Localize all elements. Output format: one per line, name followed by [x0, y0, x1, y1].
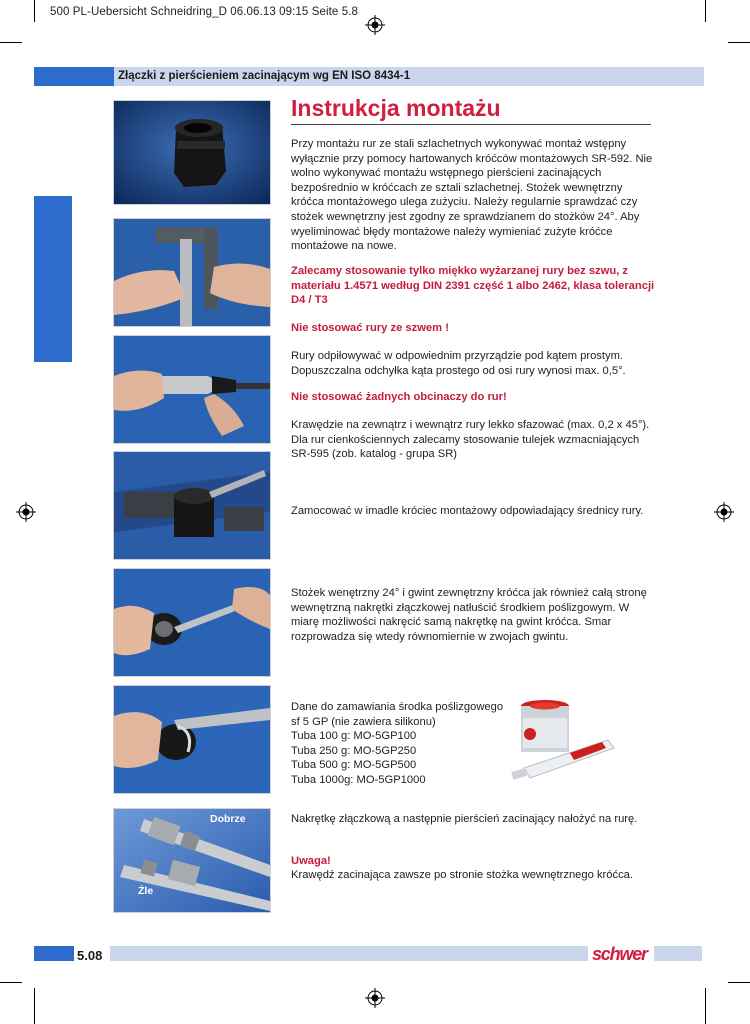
- warning-no-cutters: Nie stosować żadnych obcinaczy do rur!: [291, 391, 507, 403]
- crop-mark: [0, 982, 22, 983]
- order-data-line: Tuba 100 g: MO-5GP100: [291, 730, 417, 743]
- order-data-line: sf 5 GP (nie zawiera silikonu): [291, 715, 436, 728]
- paragraph-order-data: [291, 700, 521, 788]
- label-good: Dobrze: [210, 813, 246, 825]
- crop-mark: [728, 982, 750, 983]
- registration-mark-icon: [714, 502, 734, 522]
- registration-mark-icon: [365, 988, 385, 1008]
- label-bad: Źle: [138, 885, 154, 897]
- photo-test-fitting: [113, 100, 271, 205]
- order-data-line: Tuba 250 g: MO-5GP250: [291, 744, 417, 757]
- order-data-line: Tuba 500 g: MO-5GP500: [291, 759, 417, 772]
- footer-accent-tab: [34, 946, 74, 961]
- title-divider: [291, 124, 651, 125]
- paragraph-tube-recommendation: Zalecamy stosowanie tylko miękko wyżarzanej rury bez szwu, z materiału 1.4571 według DIN 2391 część 1 albo 2462, klasa tolerancji D4 / T3: [291, 265, 655, 307]
- paragraph-cutting-edge: Krawędź zacinająca zawsze po stronie stożka wewnętrznego króćca.: [291, 869, 634, 881]
- lubricant-product-image: [510, 698, 620, 788]
- print-slug: 500 PL-Uebersicht Schneidring_D 06.06.13 09:15 Seite 5.8: [50, 6, 358, 18]
- crop-mark: [705, 988, 706, 1024]
- warning-no-welded-tube: Nie stosować rury ze szwem !: [291, 322, 449, 334]
- order-data-line: Dane do zamawiania środka poślizgowego: [291, 701, 504, 713]
- warning-label: Uwaga!: [291, 855, 331, 867]
- photo-tube-check: [113, 218, 271, 327]
- paragraph-nut-and-ring: Nakrętkę złączkową a następnie pierścień zacinający nałożyć na rurę.: [291, 813, 638, 825]
- paragraph-deburring: Krawędzie na zewnątrz i wewnątrz rury lekko sfazować (max. 0,2 x 45°). Dla rur cienkościennych zalecamy stosowanie tulejek wzmacniających SR-595 (zob. katalog - grupa SR): [291, 419, 650, 461]
- crop-mark: [34, 0, 35, 22]
- paragraph-lubrication: Stożek wenętrzny 24° i gwint zewnętrzny króćca jak również całą stronę wewnętrzną nakrętki złączkowej natłuścić środkiem poślizgowym. W miarę możliwości nakręcić samą nakrętkę na gwint króćca. Smar rozprowadza się wtedy równomiernie w zwojach gwintu.: [291, 587, 647, 643]
- photo-lubricant-application: [113, 685, 271, 794]
- photo-vice-mount: [113, 451, 271, 560]
- page-number: 5.08: [77, 948, 103, 963]
- section-title: Złączki z pierścieniem zacinającym wg EN ISO 8434-1: [118, 70, 411, 82]
- photo-tube-deburring: [113, 335, 271, 444]
- paragraph-vice-mount: Zamocować w imadle króciec montażowy odpowiadający średnicy rury.: [291, 505, 644, 517]
- registration-mark-icon: [16, 502, 36, 522]
- header-accent-tab: [34, 67, 114, 86]
- registration-mark-icon: [365, 15, 385, 35]
- paragraph-stainless-assembly: Przy montażu rur ze stali szlachetnych wykonywać montaż wstępny wyłącznie przy pomocy hartowanych króćców montażowych SR-592. Nie wolno wykonywać montażu wstępnego pierścieni zacinających bezpośrednio w króćcach ze sztali szlachetnej. Stożek wewnętrzny króćca montażowego ulega zużyciu. Należy regularnie sprawdzać czy stożek wewnętrzny jest zgodny ze sprawdzianem do stożków 24°. Aby wyeliminować błędy montażowe należy wymieniać zużyte króćce montażowe na nowe.: [291, 138, 653, 253]
- crop-mark: [705, 0, 706, 22]
- photo-lubricating: [113, 568, 271, 677]
- side-accent-tab: [34, 196, 72, 362]
- photo-ring-orientation: [113, 808, 271, 913]
- crop-mark: [728, 42, 750, 43]
- crop-mark: [34, 988, 35, 1024]
- page-title: Instrukcja montażu: [291, 95, 501, 121]
- crop-mark: [0, 42, 22, 43]
- paragraph-tube-cutting: Rury odpiłowywać w odpowiednim przyrządzie pod kątem prostym. Dopuszczalna odchyłka kąta prostego od osi rury wynosi max. 0,5°.: [291, 350, 626, 377]
- order-data-line: Tuba 1000g: MO-5GP1000: [291, 773, 426, 786]
- brand-logo: schwer: [592, 944, 647, 964]
